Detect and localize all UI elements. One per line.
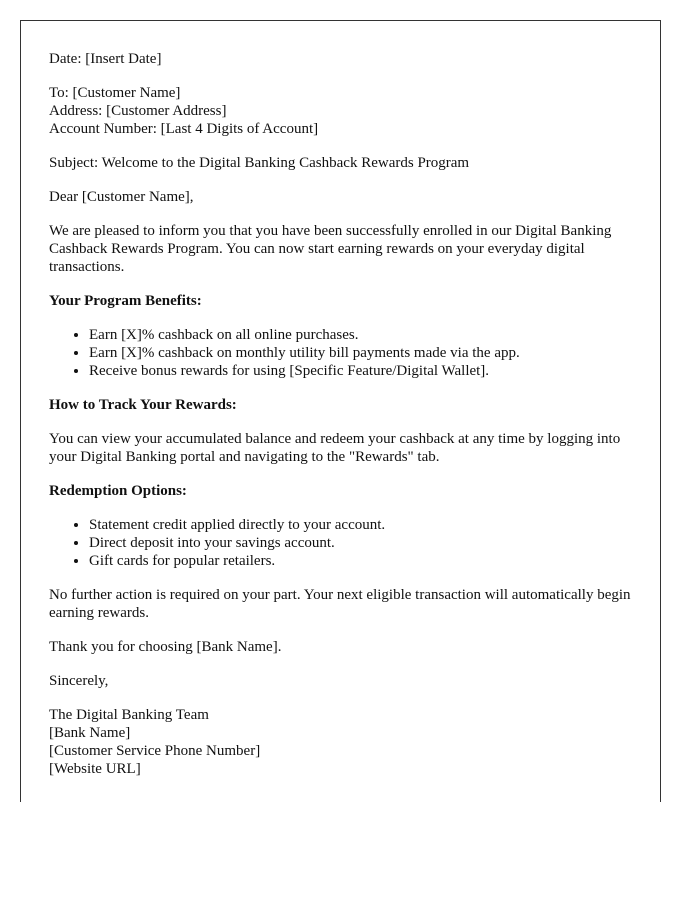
- signature-bank: [Bank Name]: [49, 725, 131, 741]
- list-item: • Earn [X]% cashback on all online purchases.: [89, 326, 632, 344]
- redemption-list: [49, 516, 632, 570]
- letter: [20, 20, 661, 802]
- signoff: Sincerely,: [49, 673, 109, 689]
- redemption-heading: Redemption Options:: [49, 483, 187, 499]
- tracking-paragraph: You can view your accumulated balance and redeem your cashback at any time by logging into your Digital Banking portal and navigating to the "Rewards" tab.: [49, 431, 621, 465]
- recipient-address: Address: [Customer Address]: [49, 103, 227, 119]
- signature-block: [49, 706, 632, 778]
- signature-team: The Digital Banking Team: [49, 707, 209, 723]
- list-item: • Gift cards for popular retailers.: [89, 552, 632, 570]
- list-item: • Direct deposit into your savings account.: [89, 534, 632, 552]
- list-item: • Receive bonus rewards for using [Specific Feature/Digital Wallet].: [89, 362, 632, 380]
- closing-note: No further action is required on your part. Your next eligible transaction will automatically begin earning rewards.: [49, 587, 631, 621]
- recipient-block: [49, 84, 632, 138]
- date-line: Date: [Insert Date]: [49, 51, 162, 67]
- tracking-heading: How to Track Your Rewards:: [49, 397, 237, 413]
- signature-phone: [Customer Service Phone Number]: [49, 743, 261, 759]
- thanks-line: Thank you for choosing [Bank Name].: [49, 639, 282, 655]
- benefits-list: [49, 326, 632, 380]
- list-item: • Earn [X]% cashback on monthly utility bill payments made via the app.: [89, 344, 632, 362]
- subject-line: Subject: Welcome to the Digital Banking Cashback Rewards Program: [49, 155, 470, 171]
- benefits-heading: Your Program Benefits:: [49, 293, 202, 309]
- recipient-account: Account Number: [Last 4 Digits of Account]: [49, 121, 319, 137]
- signature-website: [Website URL]: [49, 761, 141, 777]
- recipient-to: To: [Customer Name]: [49, 85, 181, 101]
- salutation: Dear [Customer Name],: [49, 189, 194, 205]
- list-item: • Statement credit applied directly to your account.: [89, 516, 632, 534]
- intro-paragraph: We are pleased to inform you that you have been successfully enrolled in our Digital Banking Cashback Rewards Program. You can now start earning rewards on your everyday digital transactions.: [49, 223, 612, 275]
